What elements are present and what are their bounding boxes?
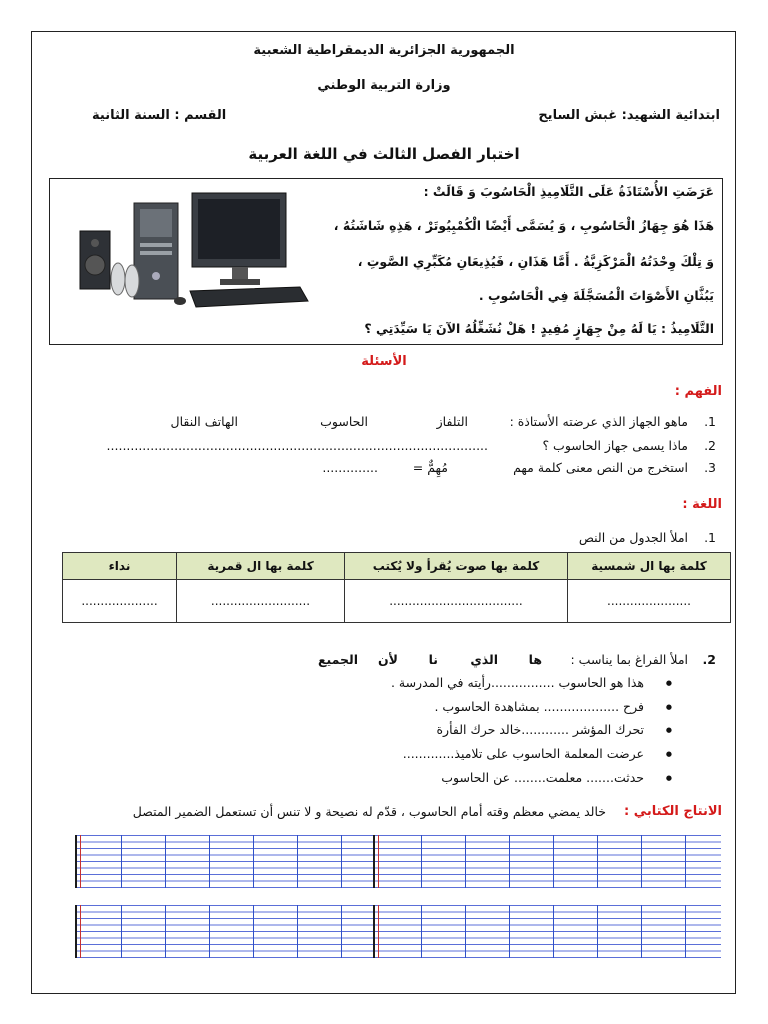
comprehension-title: الفهم : bbox=[674, 384, 722, 399]
table-row bbox=[63, 580, 731, 623]
q1-option-computer[interactable]: الحاسوب bbox=[320, 414, 368, 429]
q3-word: مُهِمٌّ = bbox=[412, 460, 448, 475]
passage-line-3: وَ تِلْكَ وِحْدَتُهُ الْمَرْكَزِيَّةُ . أَمَّا هَذَانِ ، فَيُذِيعَانِ مُكَبِّرِي الصَّوتِ ، bbox=[357, 254, 714, 269]
q1-option-phone[interactable]: الهاتف النقال bbox=[170, 414, 238, 429]
lang-q1-number: 1. bbox=[704, 530, 716, 545]
passage-line-4: يَبُثَّانِ الأَصْوَاتَ الْمُسَجَّلَةَ فِي الْحَاسُوبِ . bbox=[478, 288, 714, 303]
exam-title: اختبار الفصل الثالث في اللغة العربية bbox=[248, 145, 520, 163]
header-silent-sound: كلمة بها صوت يُقرأ ولا يُكتب bbox=[345, 553, 568, 580]
header-vocative: نداء bbox=[63, 553, 177, 580]
word-choice-liann: لأن bbox=[378, 652, 398, 667]
lang-q1-text: املأ الجدول من النص bbox=[578, 530, 688, 545]
q3-text: استخرج من النص معنى كلمة مهم bbox=[513, 460, 688, 475]
fill-item-4[interactable]: ● عرضت المعلمة الحاسوب على تلاميذ............. bbox=[403, 746, 644, 761]
passage-box bbox=[49, 178, 723, 345]
school-name: ابتدائية الشهيد: غبش السايح bbox=[538, 108, 720, 123]
lang-q2-number: 2. bbox=[702, 652, 716, 667]
word-choice-aljamee: الجميع bbox=[317, 652, 358, 667]
writing-prompt: خالد يمضي معظم وقته أمام الحاسوب ، قدّم له نصيحة و لا تنس أن تستعمل الضمير المتصل bbox=[132, 804, 606, 819]
words-table bbox=[62, 552, 731, 623]
writing-area-1[interactable] bbox=[75, 835, 721, 888]
ministry-title: وزارة التربية الوطني bbox=[317, 78, 451, 93]
word-choice-na: نا bbox=[428, 652, 438, 667]
q1-number: 1. bbox=[704, 414, 716, 429]
republic-title: الجمهورية الجزائرية الديمقراطية الشعبية bbox=[253, 43, 515, 58]
q1-option-tv[interactable]: التلفاز bbox=[436, 414, 468, 429]
questions-title: الأسئلة bbox=[361, 354, 407, 369]
passage-line-1: عَرَضَتِ الأُسْتَاذَةُ عَلَى التَّلَامِيذِ الْحَاسُوبَ وَ قَالَتْ : bbox=[423, 184, 714, 199]
cell-silent-sound[interactable]: ................................... bbox=[345, 580, 568, 623]
q1-text: ماهو الجهاز الذي عرضته الأستاذة : bbox=[509, 414, 688, 429]
fill-item-5[interactable]: ● حدثت....... معلمت........ عن الحاسوب bbox=[441, 770, 644, 785]
q2-answer-line[interactable]: ................................................................................................ bbox=[106, 438, 488, 453]
lang-q2-text: املأ الفراغ بما يناسب : bbox=[570, 652, 688, 667]
class-label: القسم : السنة الثانية bbox=[92, 108, 227, 123]
passage-line-5: التَّلَامِيذُ : يَا لَهُ مِنْ جِهَازٍ مُفِيدٍ ! هَلْ نُشَغِّلُهُ الآنَ يَا سَيِّدَتِي ؟ bbox=[364, 321, 714, 336]
cell-vocative[interactable]: .................... bbox=[63, 580, 177, 623]
q3-number: 3. bbox=[704, 460, 716, 475]
header-moon-al: كلمة بها ال قمرية bbox=[177, 553, 345, 580]
q2-text: ماذا يسمى جهاز الحاسوب ؟ bbox=[542, 438, 688, 453]
q2-number: 2. bbox=[704, 438, 716, 453]
writing-area-2[interactable] bbox=[75, 905, 721, 958]
passage-line-2: هَذَا هُوَ جِهَازُ الْحَاسُوبِ ، وَ يُسَمَّى أَيْضًا الْكُمْبِيُوتَرْ ، هَذِهِ شَاشَتُهُ ، bbox=[333, 218, 714, 233]
cell-moon-al[interactable]: .......................... bbox=[177, 580, 345, 623]
word-choice-ha: ها bbox=[528, 652, 542, 667]
fill-item-3[interactable]: ● تحرك المؤشر ............خالد حرك الفأرة bbox=[437, 722, 645, 737]
language-title: اللغة : bbox=[682, 497, 722, 512]
header-sun-al: كلمة بها ال شمسية bbox=[568, 553, 731, 580]
computer-icon bbox=[60, 191, 310, 311]
fill-item-1[interactable]: ● هذا هو الحاسوب ................رأيته في المدرسة . bbox=[391, 675, 644, 690]
cell-sun-al[interactable]: ...................... bbox=[568, 580, 731, 623]
word-choice-alladhi: الذي bbox=[470, 652, 498, 667]
fill-item-2[interactable]: ● فرح ................... بمشاهدة الحاسوب . bbox=[434, 699, 644, 714]
q3-answer-line[interactable]: .............. bbox=[322, 460, 378, 475]
table-header-row bbox=[63, 553, 731, 580]
writing-title: الانتاج الكتابي : bbox=[624, 804, 722, 819]
